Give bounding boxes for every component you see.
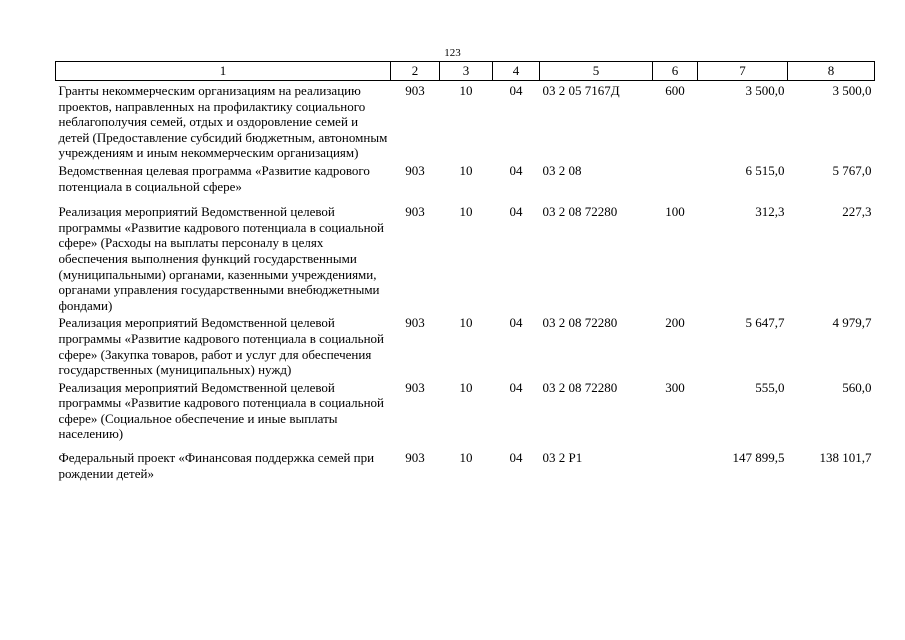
cell-expense-type [653, 442, 698, 481]
cell-amount-1: 3 500,0 [745, 83, 785, 98]
header-col-7: 7 [698, 62, 788, 81]
header-col-4: 4 [493, 62, 540, 81]
table-row [56, 378, 875, 442]
cell-expense-type: 100 [665, 204, 685, 220]
cell-target-article: 03 2 08 72280 [542, 204, 618, 220]
cell-section: 10 [459, 450, 473, 466]
cell-amount-2: 227,3 [842, 204, 872, 220]
header-col-8: 8 [788, 62, 875, 81]
row-description: Гранты некоммерческим организациям на реализацию проектов, направленных на профилактику социального неблагополучия семей, отдых и оздоровление семей и детей (Предоставление субсидий бюджетным, автономным учреждениям и иным некоммерческим организациям) [58, 83, 388, 161]
header-col-5: 5 [540, 62, 653, 81]
cell-subsection: 04 [509, 315, 523, 331]
header-col-3: 3 [440, 62, 493, 81]
cell-expense-type: 200 [665, 315, 685, 331]
cell-section: 10 [459, 162, 473, 178]
cell-subsection: 04 [509, 379, 523, 395]
cell-amount-2: 3 500,0 [832, 83, 872, 98]
cell-section: 10 [459, 315, 473, 331]
table-row [56, 442, 875, 481]
cell-amount-2: 138 101,7 [819, 450, 872, 466]
row-description: Федеральный проект «Финансовая поддержка семей при рождении детей» [58, 450, 375, 481]
table-row [56, 161, 875, 202]
cell-amount-1: 147 899,5 [732, 450, 785, 466]
cell-target-article: 03 2 05 7167Д [542, 83, 620, 98]
cell-section: 10 [459, 204, 473, 220]
cell-amount-1: 555,0 [755, 379, 785, 395]
cell-amount-2: 4 979,7 [832, 315, 872, 331]
cell-amount-1: 6 515,0 [745, 162, 785, 178]
cell-subsection: 04 [509, 83, 523, 98]
cell-admin-code: 903 [405, 83, 425, 98]
header-row [56, 62, 875, 81]
cell-target-article: 03 2 P1 [542, 450, 583, 466]
cell-amount-2: 5 767,0 [832, 162, 872, 178]
row-description: Реализация мероприятий Ведомственной целевой программы «Развитие кадрового потенциала в социальной сфере» (Закупка товаров, работ и услуг для обеспечения государственных (муниципальных) нужд) [58, 315, 384, 378]
cell-target-article: 03 2 08 72280 [542, 379, 618, 395]
row-description: Реализация мероприятий Ведомственной целевой программы «Развитие кадрового потенциала в социальной сфере» (Социальное обеспечение и иные выплаты населению) [58, 379, 384, 442]
cell-expense-type: 600 [665, 83, 685, 98]
budget-table [55, 61, 875, 481]
cell-admin-code: 903 [405, 315, 425, 331]
cell-section: 10 [459, 83, 473, 98]
header-col-6: 6 [653, 62, 698, 81]
cell-admin-code: 903 [405, 162, 425, 178]
cell-amount-2: 560,0 [842, 379, 872, 395]
header-col-2: 2 [391, 62, 440, 81]
row-description: Реализация мероприятий Ведомственной целевой программы «Развитие кадрового потенциала в социальной сфере» (Расходы на выплаты персоналу в целях обеспечения выполнения функций государственными (муниципальными) органами, казенными учреждениями, органами управления государственными внебюджетными фондами) [58, 204, 384, 313]
table-row [56, 81, 875, 161]
cell-target-article: 03 2 08 72280 [542, 315, 618, 331]
cell-amount-1: 312,3 [755, 204, 785, 220]
cell-subsection: 04 [509, 204, 523, 220]
cell-subsection: 04 [509, 162, 523, 178]
header-col-1: 1 [56, 62, 391, 81]
cell-subsection: 04 [509, 450, 523, 466]
cell-admin-code: 903 [405, 204, 425, 220]
cell-expense-type: 300 [665, 379, 685, 395]
cell-target-article: 03 2 08 [542, 162, 582, 178]
table-row [56, 202, 875, 313]
cell-expense-type [653, 161, 698, 202]
row-description: Ведомственная целевая программа «Развитие кадрового потенциала в социальной сфере» [58, 162, 370, 194]
table-row [56, 313, 875, 377]
page-number: 123 [444, 47, 461, 59]
cell-section: 10 [459, 379, 473, 395]
cell-admin-code: 903 [405, 450, 425, 466]
cell-amount-1: 5 647,7 [745, 315, 785, 331]
cell-admin-code: 903 [405, 379, 425, 395]
